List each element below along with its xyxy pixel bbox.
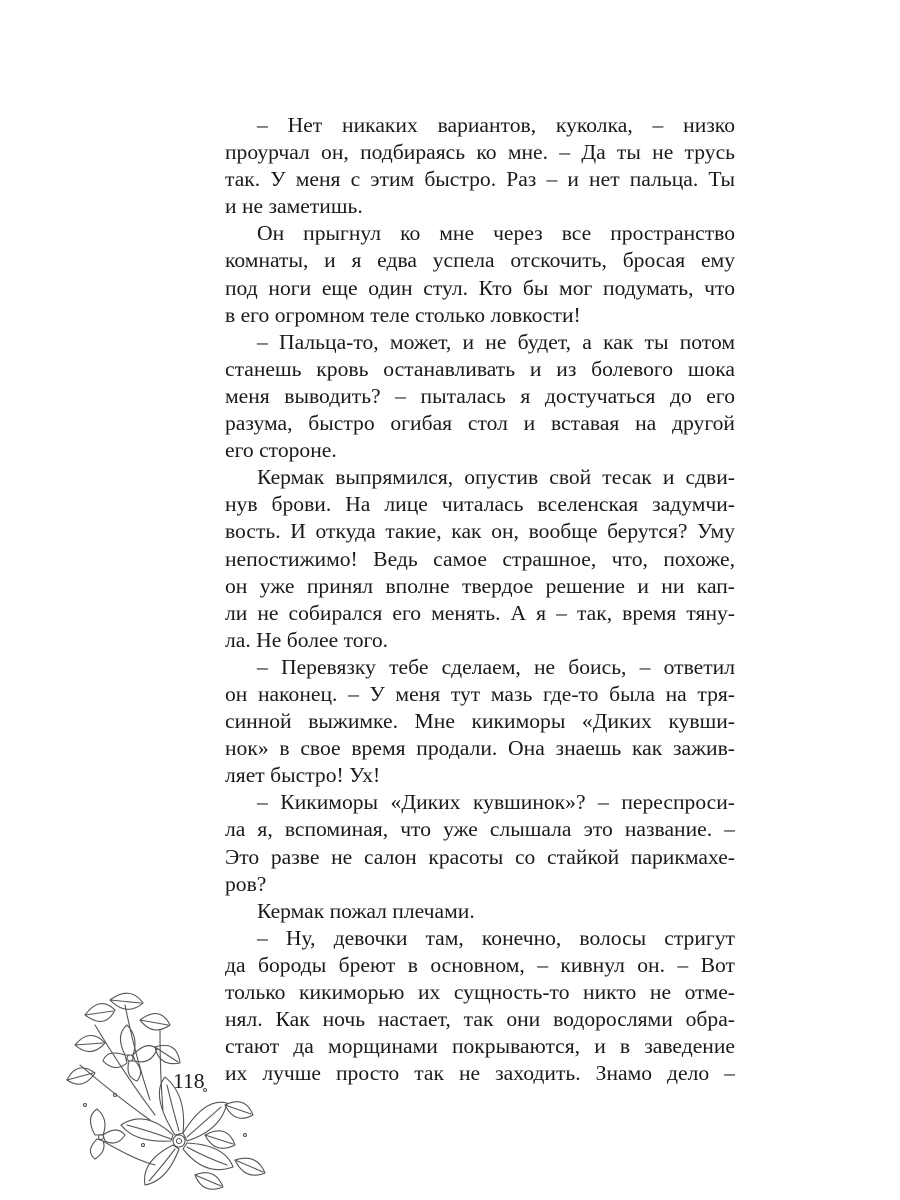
text-line: ла я, вспоминая, что уже слышала это название. – (225, 817, 735, 842)
text-line: только кикиморью их сущность-то никто не отме- (225, 980, 735, 1004)
text-line: Кермак выпрямился, опустив свой тесак и сдви- (257, 465, 735, 490)
text-line: – Ну, девочки там, конечно, волосы стригут (257, 925, 735, 950)
text-line: комнаты, и я едва успела отскочить, бросая ему (225, 248, 735, 273)
text-line: ла. Не более того. (225, 627, 389, 652)
text-line: – Кикиморы «Диких кувшинок»? – переспроси- (257, 790, 735, 815)
text-line: синной выжимке. Мне кикиморы «Диких кувши- (225, 709, 735, 734)
text-line: меня выводить? – пыталась я достучаться до его (225, 383, 735, 408)
text-line: он уже принял вполне твердое решение и ни кап- (225, 573, 735, 598)
text-line: – Перевязку тебе сделаем, не боись, – ответил (257, 654, 735, 679)
text-line: – Нет никаких вариантов, куколка, – низко (257, 113, 735, 137)
text-line: – Пальца-то, может, и не будет, а как ты потом (257, 329, 735, 354)
text-line: так. У меня с этим быстро. Раз – и нет пальца. Ты (225, 167, 735, 192)
body-text (225, 112, 735, 1087)
text-line: нок» в свое время продали. Она знаешь как зажив- (225, 736, 735, 761)
text-line: и не заметишь. (225, 194, 363, 219)
text-line: их лучше просто так не заходить. Знамо дело – (225, 1061, 735, 1086)
text-line: ров? (225, 871, 267, 896)
text-line: непостижимо! Ведь самое страшное, что, похоже, (225, 546, 735, 571)
text-line: Кермак пожал плечами. (257, 898, 475, 923)
text-line: разума, быстро огибая стол и вставая на другой (225, 411, 735, 436)
page-number: 118 (173, 1069, 205, 1093)
text-line: да бороды бреют в основном, – кивнул он. – Вот (225, 952, 735, 977)
text-line: вость. И откуда такие, как он, вообще берутся? Уму (225, 519, 735, 544)
text-line: его стороне. (225, 438, 337, 463)
text-line: нув брови. На лице читалась вселенская задумчи- (225, 492, 735, 517)
text-line: Это разве не салон красоты со стайкой парикмахе- (225, 844, 735, 869)
text-line: станешь кровь останавливать и из болевого шока (225, 356, 735, 381)
text-line: Он прыгнул ко мне через все пространство (257, 221, 735, 246)
text-line: ли не собирался его менять. А я – так, время тяну- (225, 600, 735, 625)
text-line: он наконец. – У меня тут мазь где-то была на тря- (225, 681, 735, 706)
floral-ornament-icon (55, 985, 275, 1200)
text-line: проурчал он, подбираясь ко мне. – Да ты не трусь (225, 140, 735, 165)
text-line: под ноги еще один стул. Кто бы мог подумать, что (225, 275, 735, 300)
text-line: стают да морщинами покрываются, и в заведение (225, 1034, 735, 1059)
text-line: нял. Как ночь настает, так они водорослями обра- (225, 1007, 735, 1032)
text-line: ляет быстро! Ух! (225, 763, 381, 788)
text-line: в его огромном теле столько ловкости! (225, 302, 581, 327)
